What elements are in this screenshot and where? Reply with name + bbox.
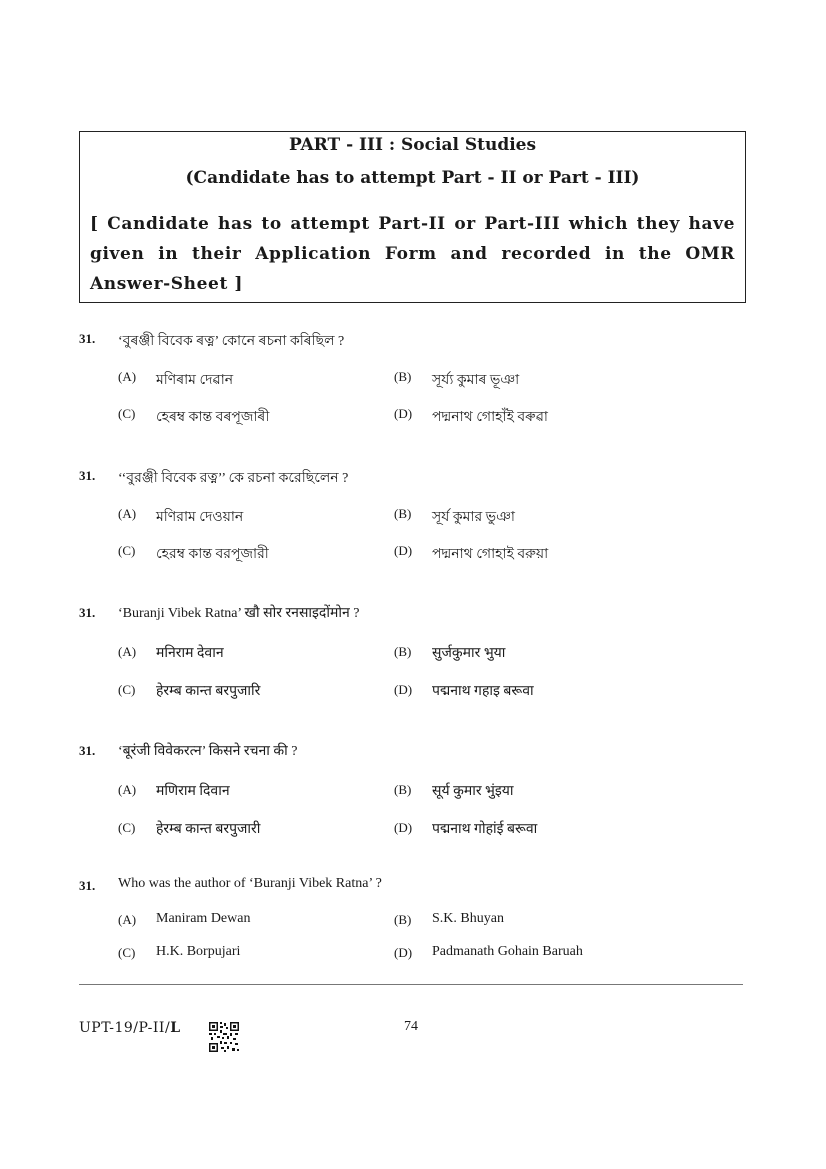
option-label: (A) bbox=[118, 506, 137, 521]
option-text: सूर्य कुमार भुंइया bbox=[432, 784, 514, 799]
option-text: सुर्जकुमार भुया bbox=[432, 646, 506, 661]
option-label: (D) bbox=[394, 406, 413, 421]
option-text: পদ্মনাথ গোহাই বরুয়া bbox=[432, 547, 549, 562]
option-label: (D) bbox=[394, 543, 413, 558]
option-label: (A) bbox=[118, 369, 137, 384]
option-label: (B) bbox=[394, 506, 412, 521]
option-label: (B) bbox=[394, 782, 412, 797]
question-text: Who was the author of ‘Buranji Vibek Ratna’ ? bbox=[118, 876, 382, 891]
paper-code-suffix: L bbox=[170, 1020, 181, 1036]
question-bodo bbox=[0, 605, 826, 715]
option-text: पद्मनाथ गोहांई बरूवा bbox=[432, 822, 538, 837]
option-label: (C) bbox=[118, 682, 136, 697]
qr-code-icon bbox=[208, 1021, 240, 1053]
question-hindi bbox=[0, 743, 826, 853]
option-text: মণিরাম দেওয়ান bbox=[156, 510, 244, 525]
question-number: 31. bbox=[79, 743, 96, 758]
question-text: ‘Buranji Vibek Ratna’ खौ सोर रनसाइदोंमोन ? bbox=[118, 606, 360, 621]
option-text: সূর্য কুমার ভুঞা bbox=[432, 510, 515, 525]
question-number: 31. bbox=[79, 468, 96, 483]
option-text: मनिराम देवान bbox=[156, 646, 224, 661]
question-text: ‘বুৰঞ্জী বিবেক ৰত্ন’ কোনে ৰচনা কৰিছিল ? bbox=[118, 334, 345, 349]
section-instructions: [ Candidate has to attempt Part-II or Part-III which they have given in their Application Form and recorded in the OMR Answer-Sheet ] bbox=[90, 214, 735, 294]
option-label: (D) bbox=[394, 820, 413, 835]
option-label: (C) bbox=[118, 406, 136, 421]
section-subtitle: (Candidate has to attempt Part - II or Part - III) bbox=[185, 168, 640, 188]
option-label: (A) bbox=[118, 912, 137, 927]
option-text: हेरम्ब कान्त बरपुजारी bbox=[156, 822, 261, 837]
question-bengali bbox=[0, 468, 826, 578]
option-text: H.K. Borpujari bbox=[156, 944, 241, 959]
option-text: Padmanath Gohain Baruah bbox=[432, 944, 583, 959]
section-header-box bbox=[79, 131, 746, 303]
paper-code bbox=[79, 1020, 181, 1036]
option-label: (A) bbox=[118, 644, 137, 659]
question-assamese bbox=[0, 331, 826, 441]
page-number: 74 bbox=[404, 1019, 418, 1034]
option-text: Maniram Dewan bbox=[156, 911, 251, 926]
option-text: সূৰ্য্য কুমাৰ ভূঞা bbox=[432, 373, 520, 388]
option-label: (B) bbox=[394, 369, 412, 384]
option-text: मणिराम दिवान bbox=[156, 784, 230, 799]
option-text: पद्मनाथ गहाइ बरूवा bbox=[432, 684, 534, 699]
footer-divider bbox=[79, 984, 743, 985]
paper-code-text: UPT-19/P-II/ bbox=[79, 1020, 171, 1036]
option-text: S.K. Bhuyan bbox=[432, 911, 504, 926]
option-label: (A) bbox=[118, 782, 137, 797]
option-label: (B) bbox=[394, 912, 412, 927]
option-label: (C) bbox=[118, 820, 136, 835]
section-title: PART - III : Social Studies bbox=[288, 135, 537, 155]
option-label: (D) bbox=[394, 682, 413, 697]
question-number: 31. bbox=[79, 605, 96, 620]
option-text: হেৰম্ব কান্ত বৰপূজাৰী bbox=[156, 410, 270, 425]
option-text: মণিৰাম দেৱান bbox=[156, 373, 234, 388]
question-text: ‘बूरंजी विवेकरत्न’ किसने रचना की ? bbox=[118, 744, 298, 759]
option-text: পদ্মনাথ গোহাঁই বৰুৱা bbox=[432, 410, 548, 425]
option-text: হেরম্ব কান্ত বরপূজারী bbox=[156, 547, 269, 562]
option-label: (B) bbox=[394, 644, 412, 659]
option-label: (D) bbox=[394, 945, 413, 960]
question-number: 31. bbox=[79, 878, 96, 893]
question-number: 31. bbox=[79, 331, 96, 346]
question-text: ‘‘বুরঞ্জী বিবেক রত্ন’’ কে রচনা করেছিলেন ? bbox=[118, 471, 349, 486]
question-english bbox=[0, 878, 826, 988]
option-text: हेरम्ब कान्त बरपुजारि bbox=[156, 684, 261, 699]
option-label: (C) bbox=[118, 543, 136, 558]
option-label: (C) bbox=[118, 945, 136, 960]
